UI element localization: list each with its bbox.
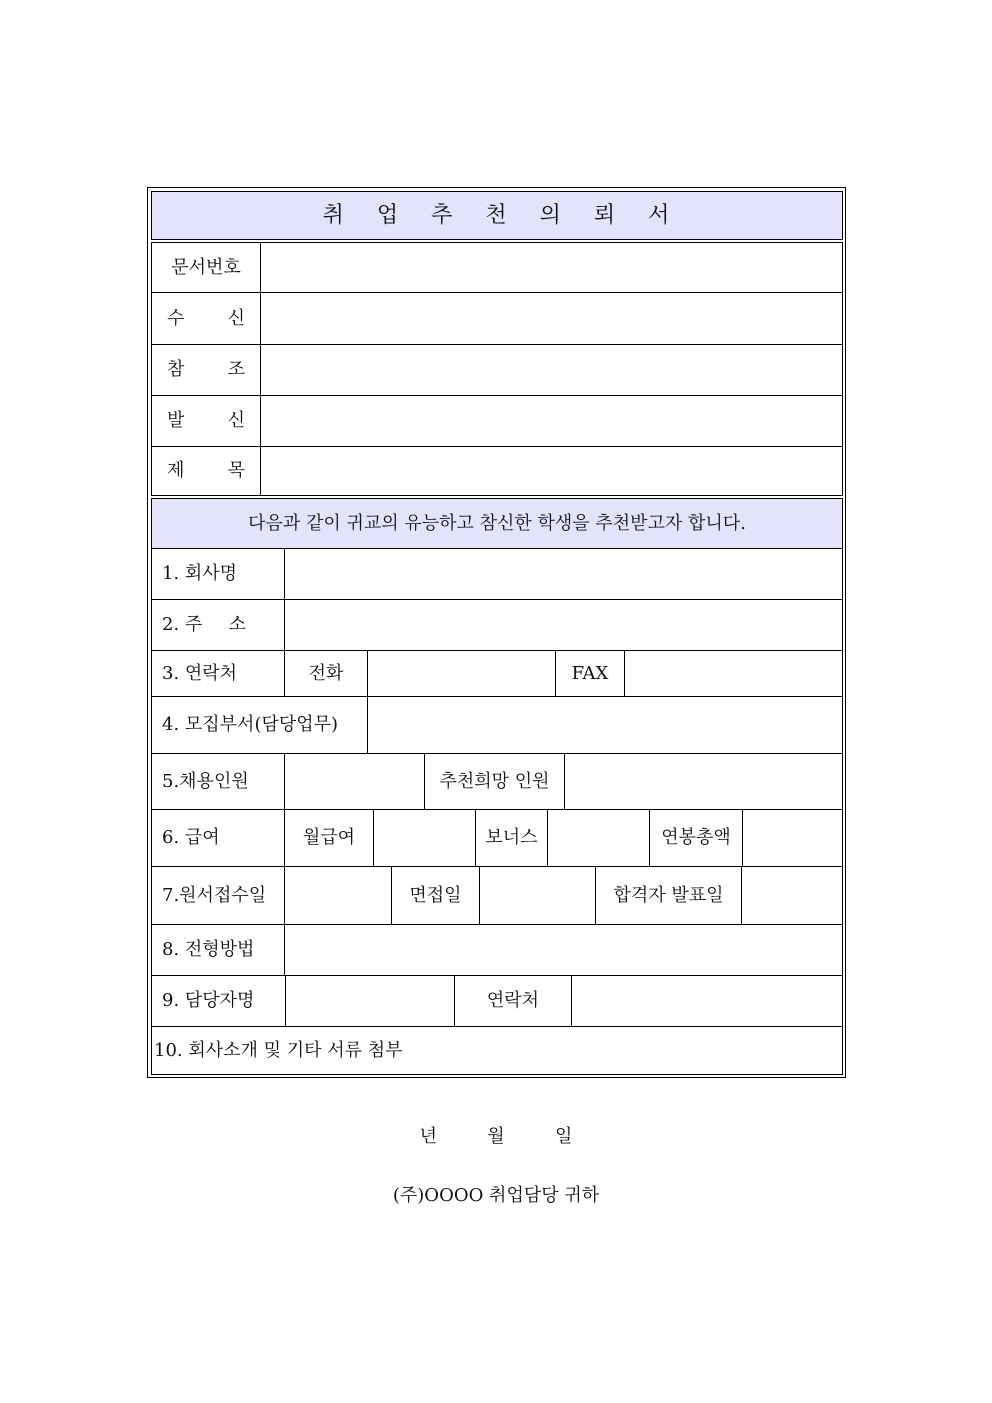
recipient-field[interactable] xyxy=(260,292,843,345)
phone-label: 전화 xyxy=(284,650,368,697)
intro-text: 다음과 같이 귀교의 유능하고 참신한 학생을 추천받고자 합니다. xyxy=(151,498,843,549)
address-field[interactable] xyxy=(284,599,843,651)
hiring-count-field[interactable] xyxy=(284,753,425,810)
fax-field[interactable] xyxy=(624,650,843,697)
recipient-label: 수 신 xyxy=(151,292,261,345)
recommend-count-field[interactable] xyxy=(564,753,843,810)
monthly-salary-field[interactable] xyxy=(373,809,476,867)
salary-label: 6. 급여 xyxy=(151,809,285,867)
attachment-note: 10. 회사소개 및 기타 서류 첨부 xyxy=(151,1026,843,1075)
fax-label: FAX xyxy=(555,650,625,697)
bonus-field[interactable] xyxy=(547,809,650,867)
date-line xyxy=(0,1122,992,1148)
reference-field[interactable] xyxy=(260,344,843,396)
contact-label: 3. 연락처 xyxy=(151,650,285,697)
monthly-salary-label: 월급여 xyxy=(284,809,374,867)
selection-method-field[interactable] xyxy=(284,924,843,976)
annual-salary-field[interactable] xyxy=(742,809,843,867)
department-field[interactable] xyxy=(367,696,843,754)
application-date-field[interactable] xyxy=(284,866,392,925)
contact-person-label: 9. 담당자명 xyxy=(151,975,286,1027)
date-day: 일 xyxy=(555,1126,573,1147)
form-title xyxy=(151,191,843,240)
recommend-count-label: 추천희망 인원 xyxy=(424,753,565,810)
form-title-text: 취 업 추 천 의 뢰 서 xyxy=(322,202,672,228)
contact-person-field[interactable] xyxy=(285,975,455,1027)
bonus-label: 보너스 xyxy=(475,809,548,867)
contact-person-phone-field[interactable] xyxy=(571,975,843,1027)
contact-person-phone-label: 연락처 xyxy=(454,975,572,1027)
date-month: 월 xyxy=(487,1126,505,1147)
announcement-date-label: 합격자 발표일 xyxy=(595,866,742,925)
subject-field[interactable] xyxy=(260,446,843,496)
doc-number-field[interactable] xyxy=(260,242,843,293)
phone-field[interactable] xyxy=(367,650,556,697)
announcement-date-field[interactable] xyxy=(741,866,843,925)
date-year: 년 xyxy=(419,1126,437,1147)
annual-salary-label: 연봉총액 xyxy=(649,809,743,867)
selection-method-label: 8. 전형방법 xyxy=(151,924,285,976)
reference-label: 참 조 xyxy=(151,344,261,396)
application-date-label: 7.원서접수일 xyxy=(151,866,285,925)
hiring-count-label: 5.채용인원 xyxy=(151,753,285,810)
interview-date-field[interactable] xyxy=(479,866,596,925)
doc-number-label: 문서번호 xyxy=(151,242,261,293)
company-name-label: 1. 회사명 xyxy=(151,548,285,600)
addressee: (주)OOOO 취업담당 귀하 xyxy=(392,1185,600,1206)
sender-field[interactable] xyxy=(260,395,843,447)
subject-label: 제 목 xyxy=(151,446,261,496)
company-name-field[interactable] xyxy=(284,548,843,600)
address-label: 2. 주 소 xyxy=(151,599,285,651)
sender-label: 발 신 xyxy=(151,395,261,447)
department-label: 4. 모집부서(담당업무) xyxy=(151,696,368,754)
interview-date-label: 면접일 xyxy=(391,866,480,925)
